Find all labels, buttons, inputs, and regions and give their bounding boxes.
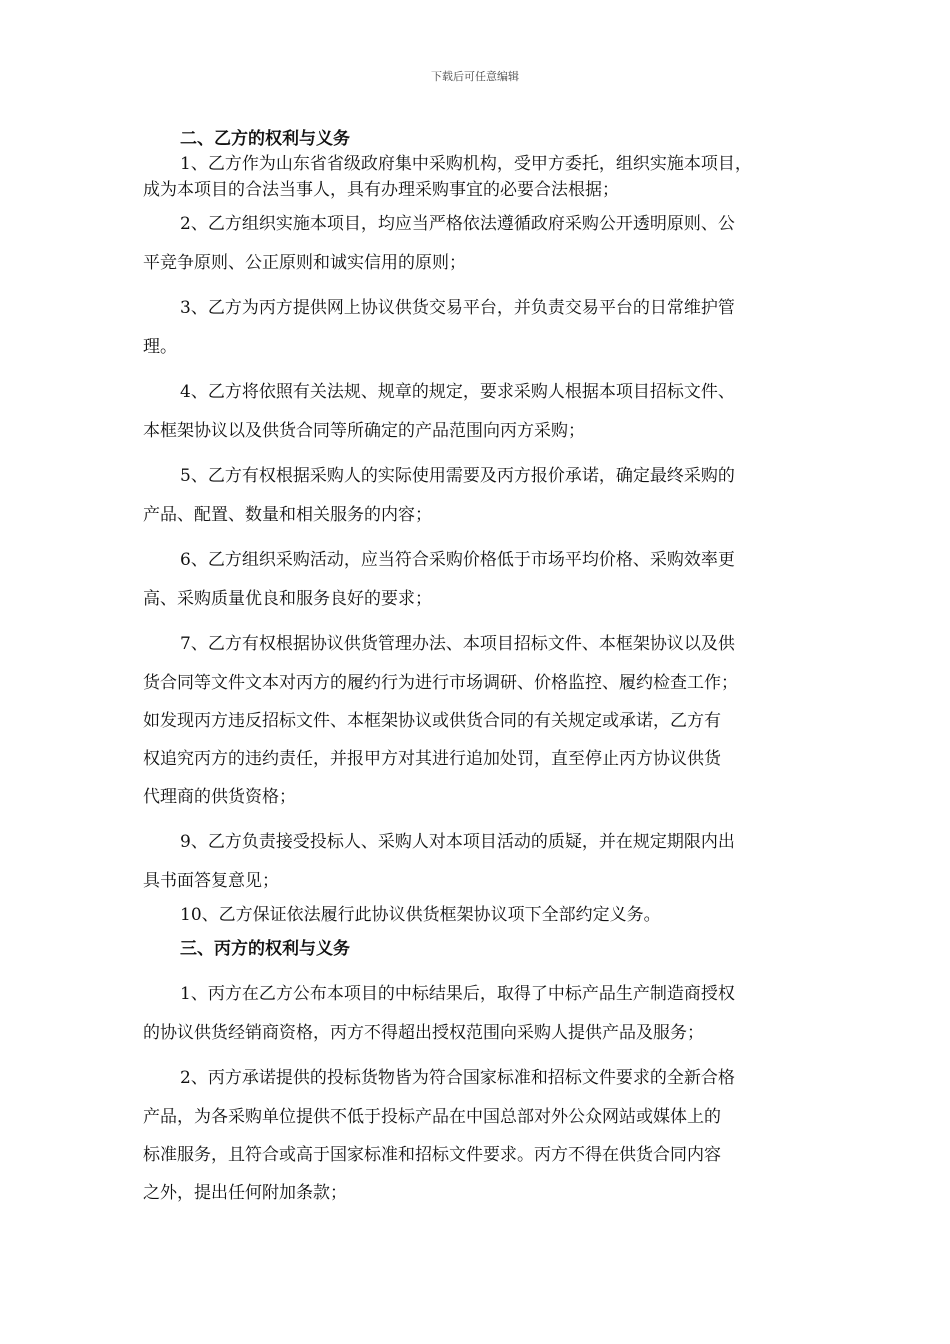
paragraph-line: 产品、配置、数量和相关服务的内容； [143, 505, 432, 525]
paragraph-line: 1、乙方作为山东省省级政府集中采购机构，受甲方委托，组织实施本项目， [180, 154, 752, 174]
paragraph-line: 4、乙方将依照有关法规、规章的规定，要求采购人根据本项目招标文件、 [180, 382, 735, 402]
paragraph-line: 2、乙方组织实施本项目，均应当严格依法遵循政府采购公开透明原则、公 [180, 214, 735, 234]
paragraph-line: 如发现丙方违反招标文件、本框架协议或供货合同的有关规定或承诺，乙方有 [143, 711, 721, 731]
paragraph-line: 高、采购质量优良和服务良好的要求； [143, 589, 432, 609]
paragraph-line: 6、乙方组织采购活动，应当符合采购价格低于市场平均价格、采购效率更 [180, 550, 735, 570]
paragraph-line: 10、乙方保证依法履行此协议供货框架协议项下全部约定义务。 [180, 905, 661, 925]
paragraph-line: 权追究丙方的违约责任，并报甲方对其进行追加处罚，直至停止丙方协议供货 [143, 749, 721, 769]
paragraph-line: 2、丙方承诺提供的投标货物皆为符合国家标准和招标文件要求的全新合格 [180, 1068, 735, 1088]
paragraph-line: 代理商的供货资格； [143, 787, 296, 807]
paragraph-line: 成为本项目的合法当事人，具有办理采购事宜的必要合法根据； [143, 180, 619, 200]
paragraph-line: 货合同等文件文本对丙方的履约行为进行市场调研、价格监控、履约检查工作； [143, 673, 738, 693]
section-heading: 三、丙方的权利与义务 [180, 939, 350, 959]
paragraph-line: 具书面答复意见； [143, 871, 279, 891]
paragraph-line: 平竞争原则、公正原则和诚实信用的原则； [143, 253, 466, 273]
paragraph-line: 产品，为各采购单位提供不低于投标产品在中国总部对外公众网站或媒体上的 [143, 1107, 721, 1127]
paragraph-line: 理。 [143, 337, 177, 357]
page-header: 下载后可任意编辑 [431, 70, 519, 83]
paragraph-line: 之外，提出任何附加条款； [143, 1183, 347, 1203]
paragraph-line: 的协议供货经销商资格，丙方不得超出授权范围向采购人提供产品及服务； [143, 1023, 704, 1043]
paragraph-line: 1、丙方在乙方公布本项目的中标结果后，取得了中标产品生产制造商授权 [180, 984, 735, 1004]
paragraph-line: 9、乙方负责接受投标人、采购人对本项目活动的质疑，并在规定期限内出 [180, 832, 735, 852]
paragraph-line: 本框架协议以及供货合同等所确定的产品范围向丙方采购； [143, 421, 585, 441]
paragraph-line: 7、乙方有权根据协议供货管理办法、本项目招标文件、本框架协议以及供 [180, 634, 735, 654]
paragraph-line: 3、乙方为丙方提供网上协议供货交易平台，并负责交易平台的日常维护管 [180, 298, 735, 318]
section-heading: 二、乙方的权利与义务 [180, 129, 350, 149]
paragraph-line: 标准服务，且符合或高于国家标准和招标文件要求。丙方不得在供货合同内容 [143, 1145, 721, 1165]
paragraph-line: 5、乙方有权根据采购人的实际使用需要及丙方报价承诺，确定最终采购的 [180, 466, 735, 486]
